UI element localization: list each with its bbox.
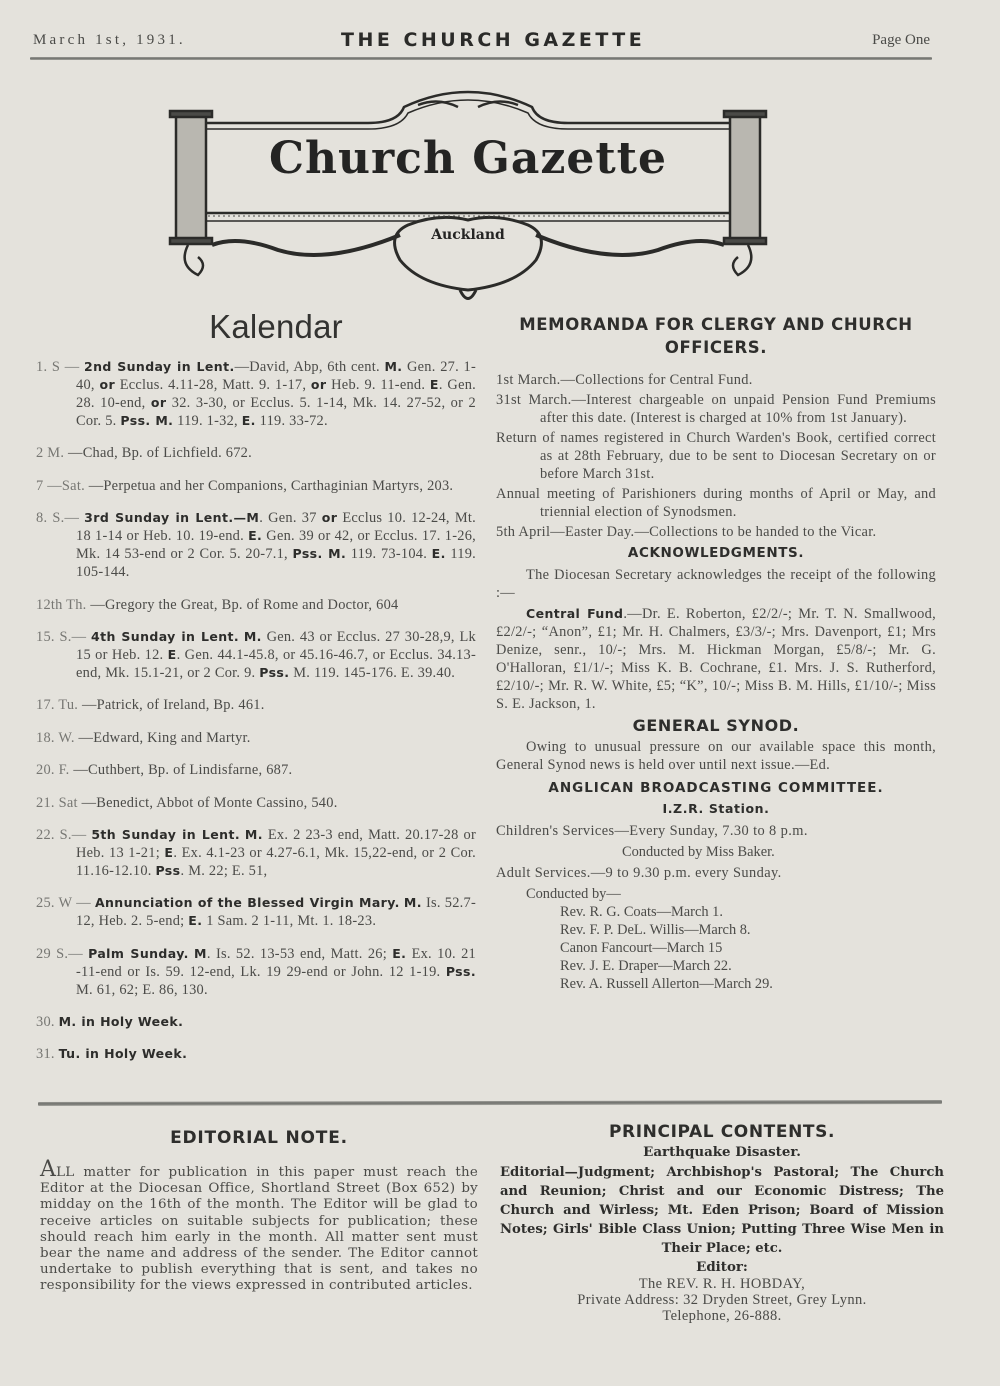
editorial-note-heading: EDITORIAL NOTE. <box>170 1128 348 1148</box>
kalendar-entry <box>36 596 476 614</box>
kalendar-list <box>36 358 476 1063</box>
kalendar-entry <box>36 1045 476 1063</box>
entry-text: —Patrick, of Ireland, Bp. 461. <box>82 697 265 714</box>
entry-date: 12th Th. <box>36 596 91 613</box>
editor-telephone: Telephone, 26-888. <box>662 1308 782 1324</box>
entry-date: 22. S.— <box>36 826 92 843</box>
childrens-conductor: Conducted by Miss Baker. <box>622 844 775 860</box>
schedule-item: Rev. R. G. Coats—March 1. <box>560 904 723 920</box>
entry-feast: M. in Holy Week. <box>58 1014 184 1030</box>
entry-text: —Gregory the Great, Bp. of Rome and Doctor, 604 <box>90 596 399 613</box>
kalendar-entry <box>36 358 476 430</box>
editor-address: Private Address: 32 Dryden Street, Grey Lynn. <box>577 1292 867 1308</box>
kalendar-entry <box>36 696 476 714</box>
broadcasting-heading: ANGLICAN BROADCASTING COMMITTEE. <box>548 780 884 796</box>
entry-text: —Benedict, Abbot of Monte Cassino, 540. <box>81 794 338 811</box>
entry-date: 31. <box>36 1046 59 1063</box>
memoranda-item: Return of names registered in Church Warden's Book, certified correct as at 28th February, due to be sent to Diocesan Secretary on or before March 31st. <box>496 430 936 482</box>
editor-name: The REV. R. H. HOBDAY, <box>638 1276 806 1292</box>
entry-readings: or Ecclus 10. 12-24, Mt. 18 1-14 or Heb. 10. 19-end. E. Gen. 39 or 42, or Ecclus. 17. 1-26, Mk. 14 53-end or 2 Cor. 5. 20-7.1, Pss. M. 119. 73-104. E. 119. 105-144. <box>76 510 476 581</box>
masthead-subtitle: Auckland <box>431 227 505 243</box>
section-rule <box>38 1100 942 1106</box>
fund-donors: .—Dr. E. Roberton, £2/2/-; Mr. T. N. Smallwood, £2/2/-; “Anon”, £1; Mr. H. Chalmers, £3/3/-; Mrs. Davenport, £1; Mrs Denize, senr., 10/-; Mrs. M. Hickman Morgan, £5/8/-; Mr. G. O'Halloran, £1/1/-; Miss K. B. Cochrane, £1. Mrs. J. S. Rutherford, £2/10/-; Mr. R. W. White, £5; “K”, 10/-; Miss B. M. Hills, £1/10/-; Miss S. E. Jackson, 1. <box>496 606 936 712</box>
contents-list: Editorial—Judgment; Archbishop's Pastoral; The Church and Reunion; Christ and our Economic Distress; The Church and Wirless; Mt. Eden Prison; Board of Mission Notes; Girls' Bible Class Union; Putting Three Wise Men in Their Place; etc. <box>500 1165 944 1256</box>
entry-date: 25. W — <box>36 895 95 912</box>
kalendar-entry <box>36 945 476 999</box>
entry-readings: M. Is. 52. 13-53 end, Matt. 26; E. Ex. 10. 21 -11-end or Is. 59. 12-end, Lk. 19 29-end or John. 12 1-19. Pss. M. 61, 62; E. 86, 130. <box>76 945 477 998</box>
adult-services: Adult Services.—9 to 9.30 p.m. every Sunday. <box>496 865 782 881</box>
kalendar-entry <box>36 761 476 779</box>
ornamental-frame-icon <box>168 85 768 310</box>
station-heading: I.Z.R. Station. <box>662 801 770 816</box>
childrens-services: Children's Services—Every Sunday, 7.30 to 8 p.m. <box>496 823 808 839</box>
entry-text: —Chad, Bp. of Lichfield. 672. <box>68 445 252 462</box>
kalendar-entry <box>36 628 476 682</box>
kalendar-column <box>36 308 477 1072</box>
memoranda-heading: MEMORANDA FOR CLERGY AND CHURCH OFFICERS. <box>519 315 913 357</box>
memoranda-item: 1st March.—Collections for Central Fund. <box>496 372 753 388</box>
kalendar-entry <box>36 729 476 747</box>
kalendar-entry <box>36 1013 476 1031</box>
kalendar-entry <box>36 444 476 462</box>
entry-readings: M. Gen. 43 or Ecclus. 27 30-28,9, Lk 15 or Heb. 12. E. Gen. 44.1-45.8, or 45.16-46.7, or Ecclus. 34.13-end, Mk. 15.1-21, or 2 Cor. 9. Pss. M. 119. 145-176. E. 39.40. <box>76 628 476 681</box>
entry-feast: 4th Sunday in Lent. <box>90 628 240 644</box>
principal-contents <box>500 1122 944 1324</box>
entry-date: 8. S.— <box>36 510 85 527</box>
schedule-item: Canon Fancourt—March 15 <box>560 940 723 956</box>
editorial-note-text <box>40 1157 478 1295</box>
entry-feast: Palm Sunday. <box>88 945 189 961</box>
memoranda-list <box>496 371 936 541</box>
entry-text: . Gen. 37 <box>259 510 322 527</box>
running-head <box>33 30 930 52</box>
entry-date: 1. S — <box>36 359 84 375</box>
memoranda-item: Annual meeting of Parishioners during months of April or May, and triennial election of Synodsmen. <box>496 486 936 520</box>
notices-column <box>496 313 936 993</box>
schedule-item: Rev. J. E. Draper—March 22. <box>560 958 732 974</box>
kalendar-entry <box>36 509 476 581</box>
entry-text: —Edward, King and Martyr. <box>78 729 251 746</box>
general-synod-heading: GENERAL SYNOD. <box>632 716 800 735</box>
entry-readings: M. Ex. 2 23-3 end, Matt. 20.17-28 or Heb. 13 1-21; E. Ex. 4.1-23 or 4.27-6.1, Mk. 15,22-end, or 2 Cor. 11.16-12.10. Pss. M. 22; E. 51, <box>76 826 476 879</box>
acknowledgments-heading: ACKNOWLEDGMENTS. <box>627 545 805 561</box>
entry-date: 20. F. <box>36 762 74 779</box>
schedule-item: Rev. A. Russell Allerton—March 29. <box>560 976 773 992</box>
publication-title: THE CHURCH GAZETTE <box>341 29 646 51</box>
entry-text: —David, Abp, 6th cent. <box>234 359 385 375</box>
drop-cap: A <box>40 1157 57 1182</box>
kalendar-entry <box>36 894 476 930</box>
entry-date: 18. W. <box>36 729 79 746</box>
acknowledgments-intro: The Diocesan Secretary acknowledges the receipt of the following :— <box>496 567 936 601</box>
entry-date: 29 S.— <box>36 945 89 962</box>
entry-feast: 2nd Sunday in Lent. <box>83 359 235 374</box>
editor-label: Editor: <box>696 1259 748 1275</box>
entry-feast: 5th Sunday in Lent. <box>91 826 240 842</box>
entry-date: 17. Tu. <box>36 697 83 714</box>
acknowledgments-list <box>496 605 936 713</box>
entry-date: 7 —Sat. <box>36 477 89 494</box>
entry-date: 30. <box>36 1014 59 1031</box>
schedule-item: Rev. F. P. DeL. Willis—March 8. <box>560 922 751 938</box>
lead-story: Earthquake Disaster. <box>643 1144 801 1160</box>
entry-feast: Annunciation of the Blessed Virgin Mary. <box>94 895 400 911</box>
memoranda-item: 5th April—Easter Day.—Collections to be handed to the Vicar. <box>496 524 877 540</box>
entry-feast: Tu. in Holy Week. <box>58 1046 188 1062</box>
kalendar-title: Kalendar <box>209 308 343 345</box>
entry-text: —Cuthbert, Bp. of Lindisfarne, 687. <box>73 762 293 779</box>
kalendar-entry <box>36 826 476 880</box>
masthead-title: Church Gazette <box>269 133 667 184</box>
entry-date: 2 M. <box>36 445 69 462</box>
kalendar-entry <box>36 477 476 495</box>
fund-label: Central Fund <box>526 606 624 621</box>
entry-readings: M. Is. 52.7-12, Heb. 2. 5-end; E. 1 Sam. 2 1-11, Mt. 1. 18-23. <box>76 895 476 930</box>
general-synod-text: Owing to unusual pressure on our available space this month, General Synod news is held over until next issue.—Ed. <box>496 739 936 773</box>
adult-conductors-label: Conducted by— <box>526 886 621 902</box>
broadcast-schedule <box>496 903 936 993</box>
entry-date: 15. S.— <box>36 628 91 645</box>
entry-text: —Perpetua and her Companions, Carthaginian Martyrs, 203. <box>88 477 454 494</box>
entry-date: 21. Sat <box>36 794 82 811</box>
header-rule <box>30 57 932 60</box>
page-number: Page One <box>872 32 930 48</box>
kalendar-entry <box>36 794 476 812</box>
principal-contents-heading: PRINCIPAL CONTENTS. <box>609 1122 835 1142</box>
editorial-note-body: LL matter for publication in this paper must reach the Editor at the Diocesan Office, Shortland Street (Box 652) by midday on the 16th of the month. The Editor will be glad to receive articles on suitable subjects for publication; these should reach him early in the month. All matter sent must bear the name and address of the sender. The Editor cannot undertake to publish everything that is sent, and takes no responsibility for the views expressed in contributed articles. <box>40 1165 478 1294</box>
entry-feast: 3rd Sunday in Lent.—M <box>84 510 260 526</box>
entry-readings: M. Gen. 27. 1-40, or Ecclus. 4.11-28, Matt. 9. 1-17, or Heb. 9. 11-end. E. Gen. 28. 10-end, or 32. 3-30, or Ecclus. 5. 1-14, Mk. 14. 27-52, or 2 Cor. 5. Pss. M. 119. 1-32, E. 119. 33-72. <box>76 359 477 429</box>
masthead <box>168 85 768 310</box>
editorial-note <box>40 1128 478 1295</box>
issue-date: March 1st, 1931. <box>33 32 186 48</box>
memoranda-item: 31st March.—Interest chargeable on unpaid Pension Fund Premiums after this date. (Interest is charged at 10% from 1st January). <box>496 392 936 426</box>
